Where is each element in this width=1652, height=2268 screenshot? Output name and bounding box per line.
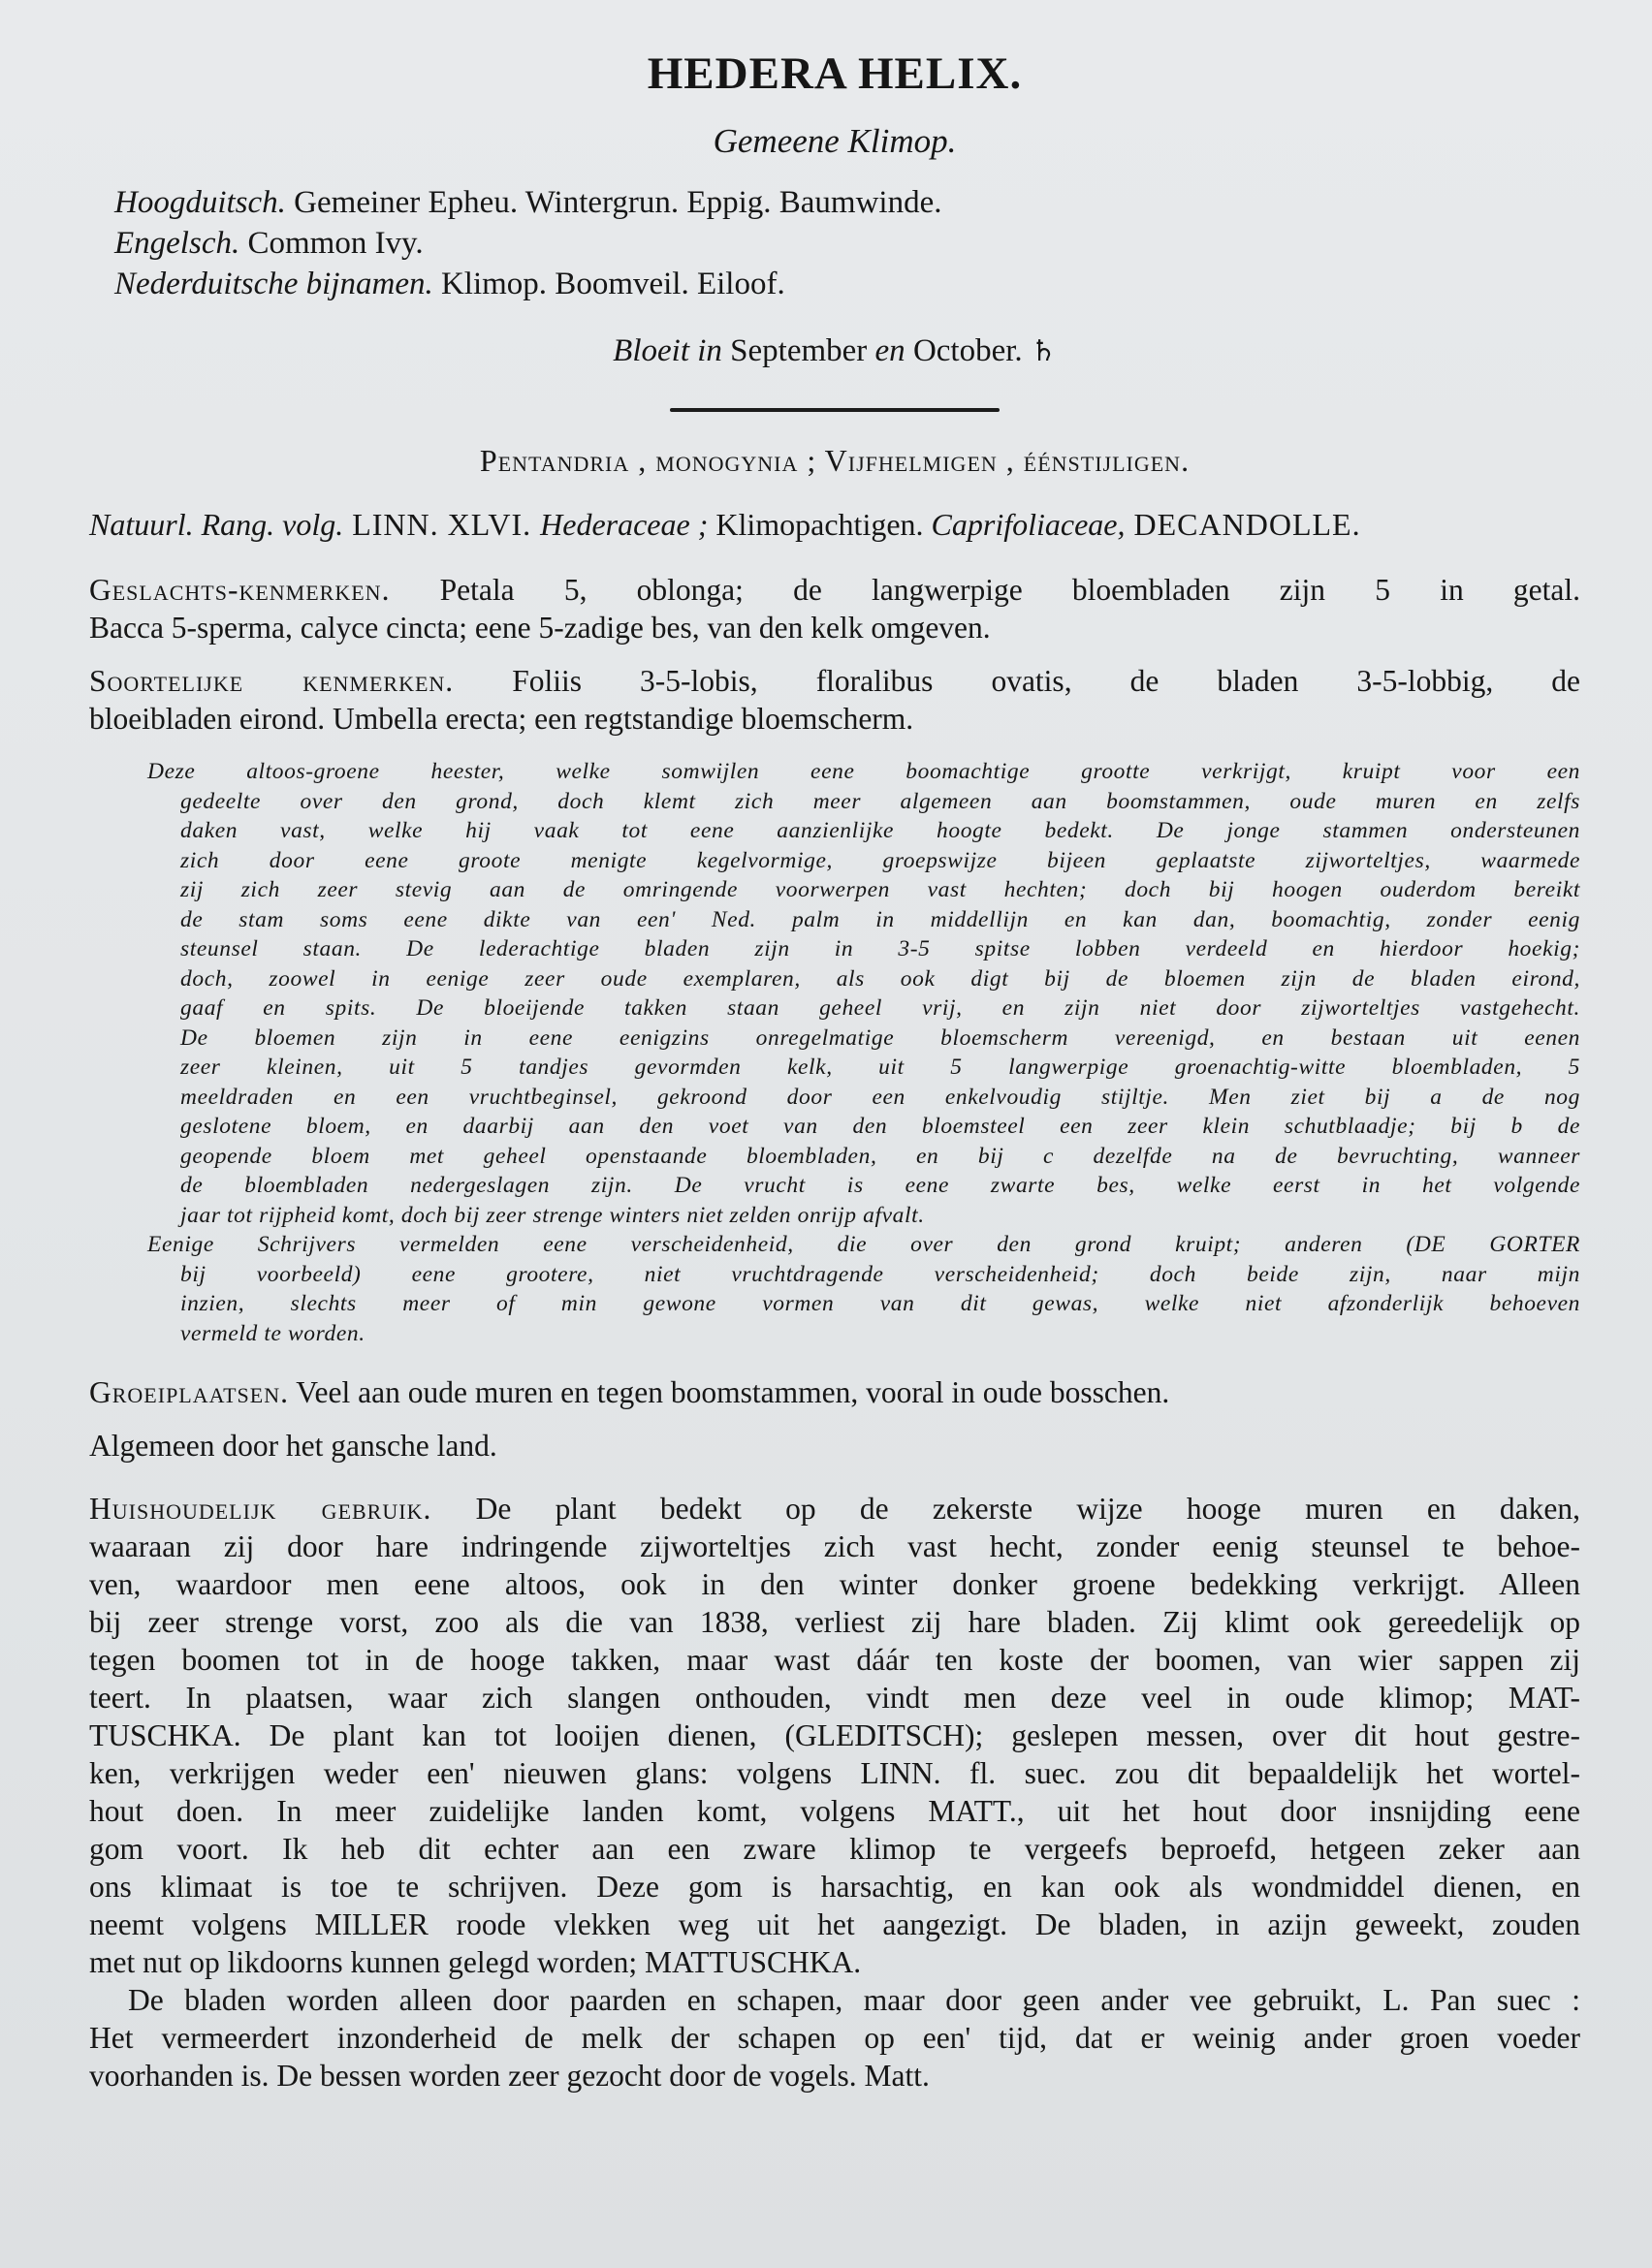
desc-line: de stam soms eene dikte van een' Ned. palm in middellijn en kan dan, boomachtig, zonder eenig xyxy=(180,906,1580,932)
page-title: HEDERA HELIX. xyxy=(647,48,1023,99)
desc-line: doch, zoowel in eenige zeer oude exemplaren, als ook digt bij de bloemen zijn de bladen eirond, xyxy=(180,965,1580,992)
desc-line: zeer kleinen, uit 5 tandjes gevormden kelk, uit 5 langwerpige groenachtig-witte bloembladen, 5 xyxy=(180,1055,1580,1080)
desc-line: De bloemen zijn in eene eenigzins onregelmatige bloemscherm vereenigd, en bestaan uit eenen xyxy=(180,1024,1580,1051)
bloom-part: September xyxy=(721,333,875,368)
classification-line: Pentandria , monogynia ; Vijfhelmigen , éénstijligen. xyxy=(479,443,1191,478)
section-label: Huishoudelijk gebruik. xyxy=(89,1492,432,1526)
desc-line: vermeld te worden. xyxy=(180,1320,365,1346)
household-line: De bladen worden alleen door paarden en schapen, maar door geen ander vee gebruikt, L. Pan suec : xyxy=(128,1983,1580,2017)
natuurl-part: Natuurl. Rang. volg. xyxy=(89,507,344,542)
paragraph-text: Veel aan oude muren en tegen boomstammen, vooral in oude bosschen. xyxy=(288,1375,1170,1409)
bloom-part: Bloeit in xyxy=(613,333,722,368)
saturn-symbol-icon: ♄ xyxy=(1030,335,1057,367)
household-line: bij zeer strenge vorst, zoo als die van 1838, verliest zij hare bladen. Zij klimt ook gereedelijk op xyxy=(89,1605,1580,1639)
name-text: Klimop. Boomveil. Eiloof. xyxy=(432,267,785,301)
household-line: TUSCHKA. De plant kan tot looijen dienen, (GLEDITSCH); geslepen messen, over dit hout gestre- xyxy=(89,1718,1580,1752)
household-line: waaraan zij door hare indringende zijworteltjes zich vast hecht, zonder eenig steunsel te behoe- xyxy=(89,1529,1580,1563)
household-line: neemt volgens MILLER roode vlekken weg uit het aangezigt. De bladen, in azijn geweekt, zouden xyxy=(89,1907,1580,1941)
household-line: voorhanden is. De bessen worden zeer gezocht door de vogels. Matt. xyxy=(89,2059,930,2093)
natural-rank-line xyxy=(89,503,1580,546)
desc-line: jaar tot rijpheid komt, doch bij zeer strenge winters niet zelden onrijp afvalt. xyxy=(180,1202,925,1228)
household-use xyxy=(89,1490,1580,2095)
bloom-line xyxy=(89,330,1580,373)
bloom-part: October. xyxy=(905,333,1031,368)
household-line: Het vermeerdert inzonderheid de melk der schapen op een' tijd, dat er weinig ander groen voeder xyxy=(89,2021,1580,2055)
bloom-part: en xyxy=(874,333,905,368)
household-line: ken, verkrijgen weder een' nieuwen glans: volgens LINN. fl. suec. zou dit bepaaldelijk het wortel- xyxy=(89,1756,1580,1790)
name-row-dutch xyxy=(114,264,1580,304)
desc-line: meeldraden en een vruchtbeginsel, gekroond door een enkelvoudig stijltje. Men ziet bij a de nog xyxy=(180,1084,1580,1110)
name-row-english xyxy=(114,223,1580,264)
name-lang: Engelsch. xyxy=(114,226,240,261)
name-lang: Hoogduitsch. xyxy=(114,185,286,220)
desc-line: de bloembladen nedergeslagen zijn. De vrucht is eene zwarte bes, welke eerst in het volgende xyxy=(180,1173,1580,1198)
common-names xyxy=(114,182,1580,304)
genus-characters xyxy=(89,571,1580,646)
name-text: Gemeiner Epheu. Wintergrun. Eppig. Baumwinde. xyxy=(285,185,942,220)
description-block xyxy=(147,757,1580,1348)
desc-line: Eenige Schrijvers vermelden eene verscheidenheid, die over den grond kruipt; anderen (DE GORTER xyxy=(147,1232,1580,1257)
household-line: met nut op likdoorns kunnen gelegd worden; MATTUSCHKA. xyxy=(89,1945,862,1979)
genus-line-2: Bacca 5-sperma, calyce cincta; eene 5-zadige bes, van den kelk omgeven. xyxy=(89,611,991,645)
household-line xyxy=(89,1490,1580,1528)
species-characters xyxy=(89,662,1580,738)
desc-line: gaaf en spits. De bloeijende takken staan geheel vrij, en zijn niet door zijworteltjes vastgehecht. xyxy=(180,995,1580,1021)
divider-rule xyxy=(670,408,1000,412)
household-line: ven, waardoor men eene altoos, ook in den winter donker groene bedekking verkrijgt. Alleen xyxy=(89,1567,1580,1601)
household-line: tegen boomen tot in de hooge takken, maar wast dáár ten koste der boomen, van wier sappen zij xyxy=(89,1643,1580,1677)
household-line: ons klimaat is toe te schrijven. Deze gom is harsachtig, en kan ook als wondmiddel dienen, en xyxy=(89,1870,1580,1904)
desc-line: Deze altoos-groene heester, welke somwijlen eene boomachtige grootte verkrijgt, kruipt voor een xyxy=(147,759,1580,784)
page-subtitle: Gemeene Klimop. xyxy=(713,122,957,160)
household-line: hout doen. In meer zuidelijke landen komt, volgens MATT., uit het hout door insnijding eene xyxy=(89,1794,1580,1828)
desc-line: zij zich zeer stevig aan de omringende voorwerpen vast hechten; doch bij hoogen ouderdom bereikt xyxy=(180,877,1580,902)
desc-line: bij voorbeeld) eene grootere, niet vruchtdragende verscheidenheid; doch beide zijn, naar mijn xyxy=(180,1261,1580,1287)
name-text: Common Ivy. xyxy=(239,226,424,261)
section-label: Soortelijke kenmerken. xyxy=(89,664,455,698)
natuurl-part: LINN. XLVI. xyxy=(343,507,541,542)
natuurl-part: Klimopachtigen. xyxy=(708,507,932,542)
household-line: teert. In plaatsen, waar zich slangen onthouden, vindt men deze veel in oude klimop; MAT- xyxy=(89,1681,1580,1715)
natuurl-part: DECANDOLLE. xyxy=(1125,507,1361,542)
paragraph-text: De plant bedekt op de zekerste wijze hooge muren en daken, xyxy=(431,1492,1580,1526)
desc-line: steunsel staan. De lederachtige bladen zijn in 3-5 spitse lobben verdeeld en hierdoor hoekig; xyxy=(180,936,1580,961)
habitat-section xyxy=(89,1373,1580,1465)
paragraph-text: Petala 5, oblonga; de langwerpige bloembladen zijn 5 in getal. xyxy=(390,573,1580,607)
natuurl-part: Caprifoliaceae, xyxy=(931,507,1126,542)
desc-line: zich door eene groote menigte kegelvormige, groepswijze bijeen geplaatste zijworteltjes, waarmede xyxy=(180,847,1580,873)
habitat-line-2: Algemeen door het gansche land. xyxy=(89,1429,497,1463)
species-line-1 xyxy=(89,662,1580,700)
genus-line-1 xyxy=(89,571,1580,609)
household-line: gom voort. Ik heb dit echter aan een zware klimop te vergeefs beproefd, hetgeen zeker aan xyxy=(89,1832,1580,1866)
desc-line: geslotene bloem, en daarbij aan den voet van den bloemsteel een zeer klein schutblaadje; bij b de xyxy=(180,1114,1580,1139)
paragraph-text: Foliis 3-5-lobis, floralibus ovatis, de bladen 3-5-lobbig, de xyxy=(454,664,1580,698)
habitat-line-1 xyxy=(89,1373,1580,1411)
desc-line: gedeelte over den grond, doch klemt zich meer algemeen aan boomstammen, oude muren en zelfs xyxy=(180,788,1580,814)
name-row-german xyxy=(114,182,1580,223)
name-lang: Nederduitsche bijnamen. xyxy=(114,267,433,301)
natuurl-part: Hederaceae ; xyxy=(540,507,709,542)
desc-line: inzien, slechts meer of min gewone vormen van dit gewas, welke niet afzonderlijk behoeven xyxy=(180,1291,1580,1316)
section-label: Geslachts-kenmerken. xyxy=(89,573,391,607)
desc-line: geopende bloem met geheel openstaande bloembladen, en bij c dezelfde na de bevruchting, wanneer xyxy=(180,1143,1580,1169)
section-label: Groeiplaatsen. xyxy=(89,1375,289,1409)
species-line-2: bloeibladen eirond. Umbella erecta; een regtstandige bloemscherm. xyxy=(89,702,914,736)
desc-line: daken vast, welke hij vaak tot eene aanzienlijke hoogte bedekt. De jonge stammen ondersteunen xyxy=(180,818,1580,843)
